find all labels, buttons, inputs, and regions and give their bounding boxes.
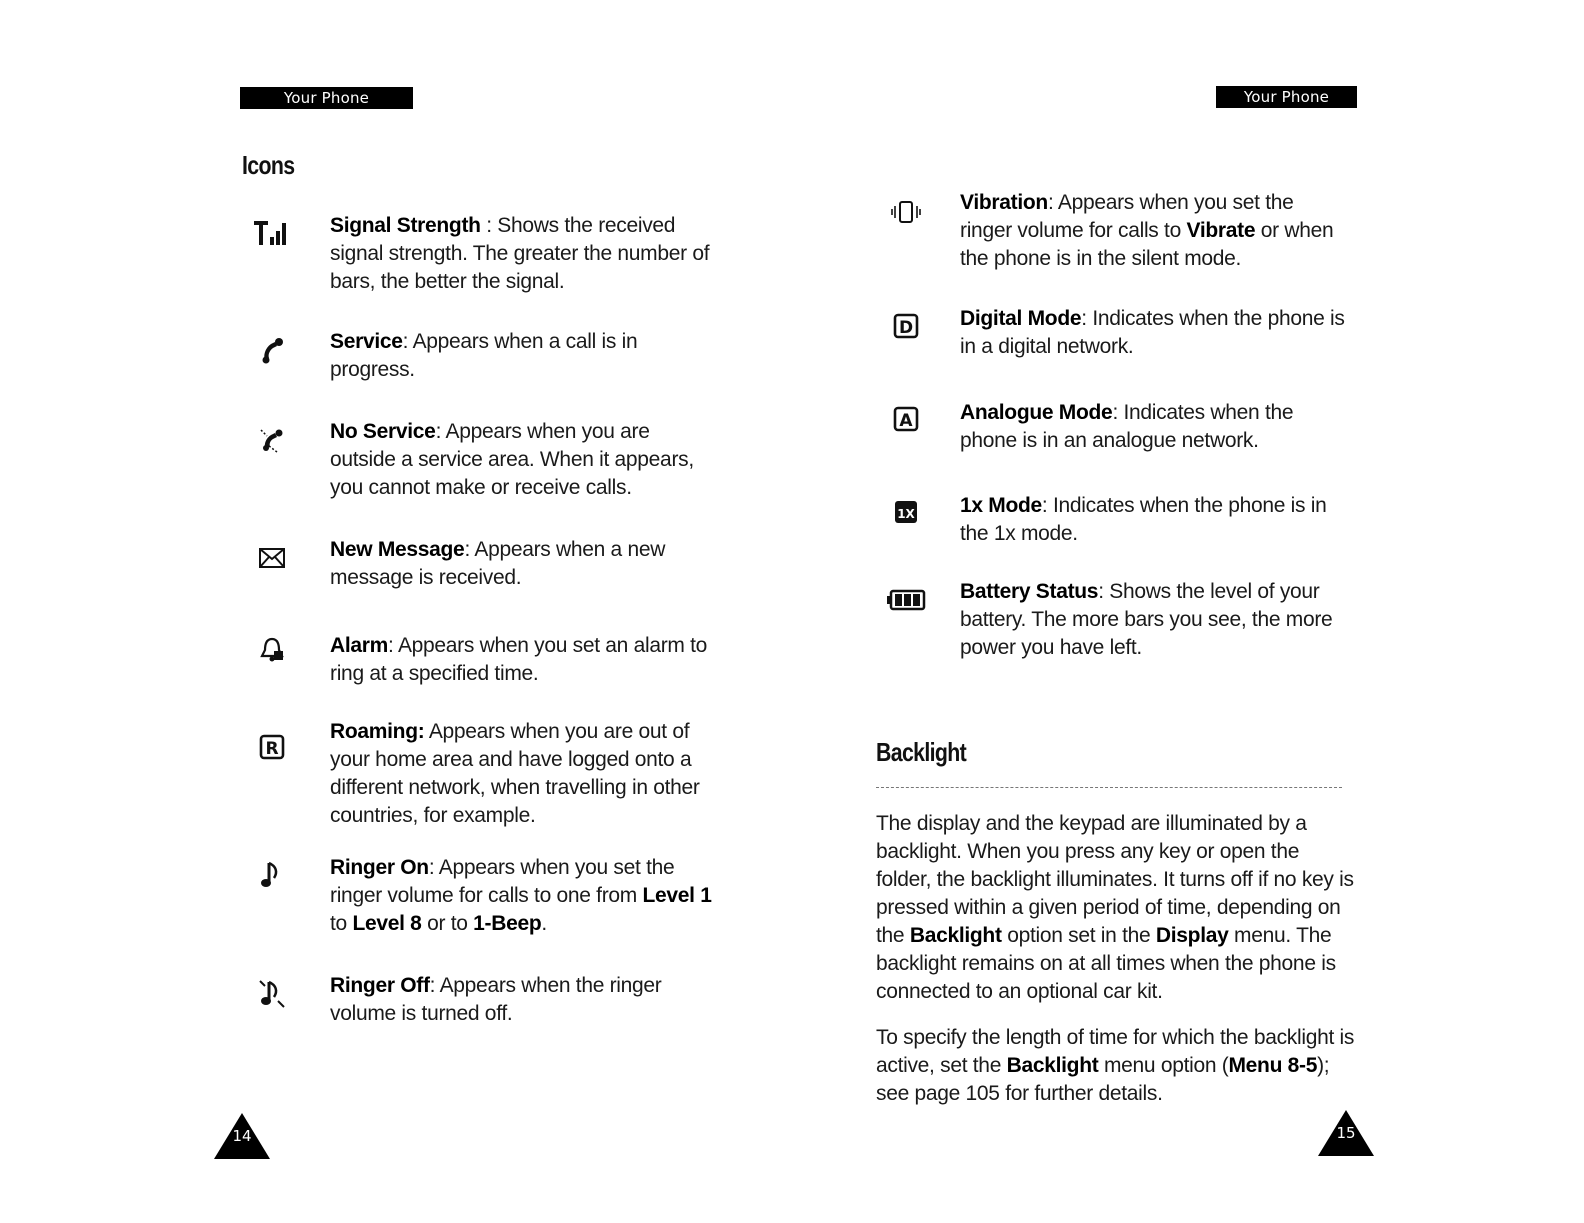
roaming-description	[330, 718, 720, 830]
separator: :	[480, 214, 498, 237]
section-tab: Your Phone	[240, 87, 413, 109]
text: Appears when a new message is received.	[330, 538, 666, 589]
text-b: or when the phone is in the silent mode.	[960, 219, 1334, 270]
text-c: menu. The backlight remains on at all times when the phone is connected to an optional car kit.	[876, 924, 1336, 1003]
backlight-heading: Backlight	[876, 737, 967, 767]
service-description	[330, 328, 720, 384]
backlight-paragraph-1	[876, 810, 1356, 1006]
svg-text:A: A	[899, 411, 913, 431]
text: Appears when a call is in progress.	[330, 330, 638, 381]
text: Indicates when the phone is in an analogue network.	[960, 401, 1294, 452]
ringer-on-icon	[252, 858, 292, 892]
section-tab: Your Phone	[1216, 86, 1357, 108]
text-a: The display and the keypad are illuminated by a backlight. When you press any key or open the folder, the backlight illuminates. It turns off if no key is pressed within a given period of time, depending on the	[876, 812, 1354, 947]
bold-a: Level 1	[642, 884, 712, 907]
text-b: option set in the	[1001, 924, 1156, 947]
label: Analogue Mode	[960, 401, 1113, 424]
bold-c: 1-Beep	[473, 912, 542, 935]
page-number-label: 14	[232, 1127, 252, 1145]
ringer-off-icon	[252, 976, 292, 1010]
bold-a: Vibrate	[1186, 219, 1256, 242]
text: Shows the received signal strength. The greater the number of bars, the better the signal.	[330, 214, 710, 293]
label: Digital Mode	[960, 307, 1082, 330]
text-a: To specify the length of time for which the backlight is active, set the	[876, 1026, 1355, 1077]
vibration-description	[960, 189, 1350, 273]
new-message-description	[330, 536, 720, 592]
bold-b: Display	[1155, 924, 1229, 947]
separator: :	[464, 538, 475, 561]
label: Roaming:	[330, 720, 425, 743]
text-d: .	[541, 912, 547, 935]
1x-mode-description	[960, 492, 1350, 548]
digital-mode-icon	[886, 309, 926, 343]
ringer-off-description	[330, 972, 720, 1028]
separator: :	[1081, 307, 1093, 330]
svg-text:R: R	[265, 739, 279, 759]
battery-status-icon	[886, 583, 926, 617]
label: No Service	[330, 420, 436, 443]
text: Shows the level of your battery. The more bars you see, the more power you have left.	[960, 580, 1333, 659]
backlight-paragraph-2	[876, 1024, 1356, 1108]
separator: :	[1112, 401, 1124, 424]
text-b: to	[330, 912, 353, 935]
page-number	[214, 1113, 270, 1159]
1x-mode-icon	[886, 495, 926, 529]
text: Appears when the ringer volume is turned off.	[330, 974, 662, 1025]
svg-text:1X: 1X	[897, 507, 915, 521]
text: Appears when you set an alarm to ring at a specified time.	[330, 634, 708, 685]
alarm-description	[330, 632, 720, 688]
separator: :	[435, 420, 446, 443]
text: Appears when you are out of your home area and have logged onto a different network, when travelling in other countries, for example.	[330, 720, 700, 827]
left-page	[0, 0, 790, 1223]
label: 1x Mode	[960, 494, 1042, 517]
text: Indicates when the phone is in the 1x mode.	[960, 494, 1327, 545]
digital-mode-description	[960, 305, 1350, 361]
text-c: or to	[421, 912, 474, 935]
bold-a: Backlight	[909, 924, 1002, 947]
page-number-label: 15	[1336, 1124, 1356, 1142]
text-c: ); see page 105 for further details.	[876, 1054, 1330, 1105]
icons-heading: Icons	[242, 150, 295, 180]
separator: :	[388, 634, 398, 657]
svg-text:D: D	[898, 318, 914, 338]
separator: :	[429, 974, 440, 997]
separator: :	[1041, 494, 1053, 517]
alarm-icon	[252, 633, 292, 667]
new-message-icon	[252, 541, 292, 575]
separator: :	[402, 330, 413, 353]
page-number	[1318, 1110, 1374, 1156]
label: Ringer Off	[330, 974, 430, 997]
heading-rule	[876, 787, 1342, 788]
vibration-icon	[886, 196, 926, 230]
ringer-on-description	[330, 854, 720, 938]
separator: :	[1047, 191, 1058, 214]
no-service-description	[330, 418, 720, 502]
text-a: Appears when you set the ringer volume for calls to	[960, 191, 1294, 242]
right-page	[790, 0, 1584, 1223]
bold-b: Level 8	[352, 912, 422, 935]
separator: :	[428, 856, 439, 879]
label: Ringer On	[330, 856, 429, 879]
bold-b: Menu 8-5	[1228, 1054, 1318, 1077]
signal-strength-icon	[252, 215, 292, 249]
roaming-icon	[252, 730, 292, 764]
separator: :	[1098, 580, 1110, 603]
text: Appears when you are outside a service area. When it appears, you cannot make or receive calls.	[330, 420, 694, 499]
signal-strength-description	[330, 212, 720, 296]
label: Signal Strength	[330, 214, 481, 237]
text-b: menu option (	[1098, 1054, 1229, 1077]
label: Service	[330, 330, 403, 353]
label: Battery Status	[960, 580, 1099, 603]
text-a: Appears when you set the ringer volume for calls to one from	[330, 856, 675, 907]
label: Alarm	[330, 634, 389, 657]
battery-status-description	[960, 578, 1350, 662]
label: Vibration	[960, 191, 1048, 214]
label: New Message	[330, 538, 465, 561]
no-service-icon	[252, 422, 292, 456]
analogue-mode-description	[960, 399, 1350, 455]
text: Indicates when the phone is in a digital network.	[960, 307, 1345, 358]
bold-a: Backlight	[1006, 1054, 1099, 1077]
service-icon	[252, 332, 292, 366]
analogue-mode-icon	[886, 402, 926, 436]
